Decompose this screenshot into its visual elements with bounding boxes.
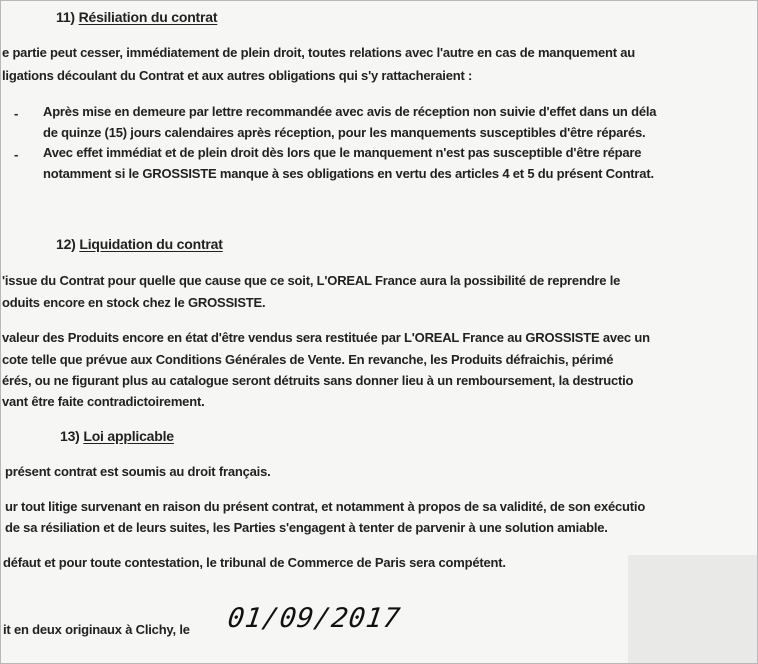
bullet-marker: - — [14, 106, 19, 121]
section-title: Loi applicable — [83, 428, 174, 444]
section-heading-resiliation — [56, 9, 217, 25]
paragraph-line: cote telle que prévue aux Conditions Générales de Vente. En revanche, les Produits défraichis, périmé — [2, 352, 614, 367]
bullet-marker: - — [14, 147, 19, 162]
section-title: Liquidation du contrat — [79, 236, 223, 252]
paragraph-line: érés, ou ne figurant plus au catalogue seront détruits sans donner lieu à un remboursement, la destructio — [2, 373, 634, 388]
signature-place-date: it en deux originaux à Clichy, le — [3, 622, 190, 637]
paragraph-line: 'issue du Contrat pour quelle que cause que ce soit, L'OREAL France aura la possibilité de reprendre le — [2, 273, 621, 288]
paragraph-line: présent contrat est soumis au droit français. — [5, 464, 271, 479]
paragraph-line: défaut et pour toute contestation, le tribunal de Commerce de Paris sera compétent. — [3, 555, 506, 570]
section-number: 13) — [60, 428, 80, 444]
scan-shadow — [628, 555, 758, 664]
section-title: Résiliation du contrat — [78, 9, 218, 25]
bullet-line: Avec effet immédiat et de plein droit dès lors que le manquement n'est pas susceptible d'être répare — [43, 145, 642, 160]
section-number: 12) — [56, 236, 76, 252]
bullet-line: notamment si le GROSSISTE manque à ses obligations en vertu des articles 4 et 5 du présent Contrat. — [43, 166, 654, 181]
section-number: 11) — [56, 9, 75, 25]
paragraph-line: e partie peut cesser, immédiatement de plein droit, toutes relations avec l'autre en cas de manquement au — [2, 45, 636, 60]
paragraph-line: de sa résiliation et de leurs suites, les Parties s'engagent à tenter de parvenir à une solution amiable. — [5, 520, 608, 535]
bullet-line: de quinze (15) jours calendaires après réception, pour les manquements susceptibles d'être réparés. — [43, 125, 646, 140]
bullet-line: Après mise en demeure par lettre recommandée avec avis de réception non suivie d'effet dans un déla — [43, 104, 657, 119]
paragraph-line: valeur des Produits encore en état d'être vendus sera restituée par L'OREAL France au GROSSISTE avec un — [2, 330, 650, 345]
paragraph-line: ur tout litige survenant en raison du présent contrat, et notamment à propos de sa validité, de son exécutio — [5, 499, 646, 514]
paragraph-line: vant être faite contradictoirement. — [2, 394, 205, 409]
handwritten-date: 01/09/2017 — [225, 603, 403, 634]
section-heading-loi — [60, 428, 174, 444]
paragraph-line: oduits encore en stock chez le GROSSISTE. — [2, 295, 266, 310]
paragraph-line: ligations découlant du Contrat et aux autres obligations qui s'y rattacheraient : — [2, 68, 473, 83]
section-heading-liquidation — [56, 236, 223, 252]
